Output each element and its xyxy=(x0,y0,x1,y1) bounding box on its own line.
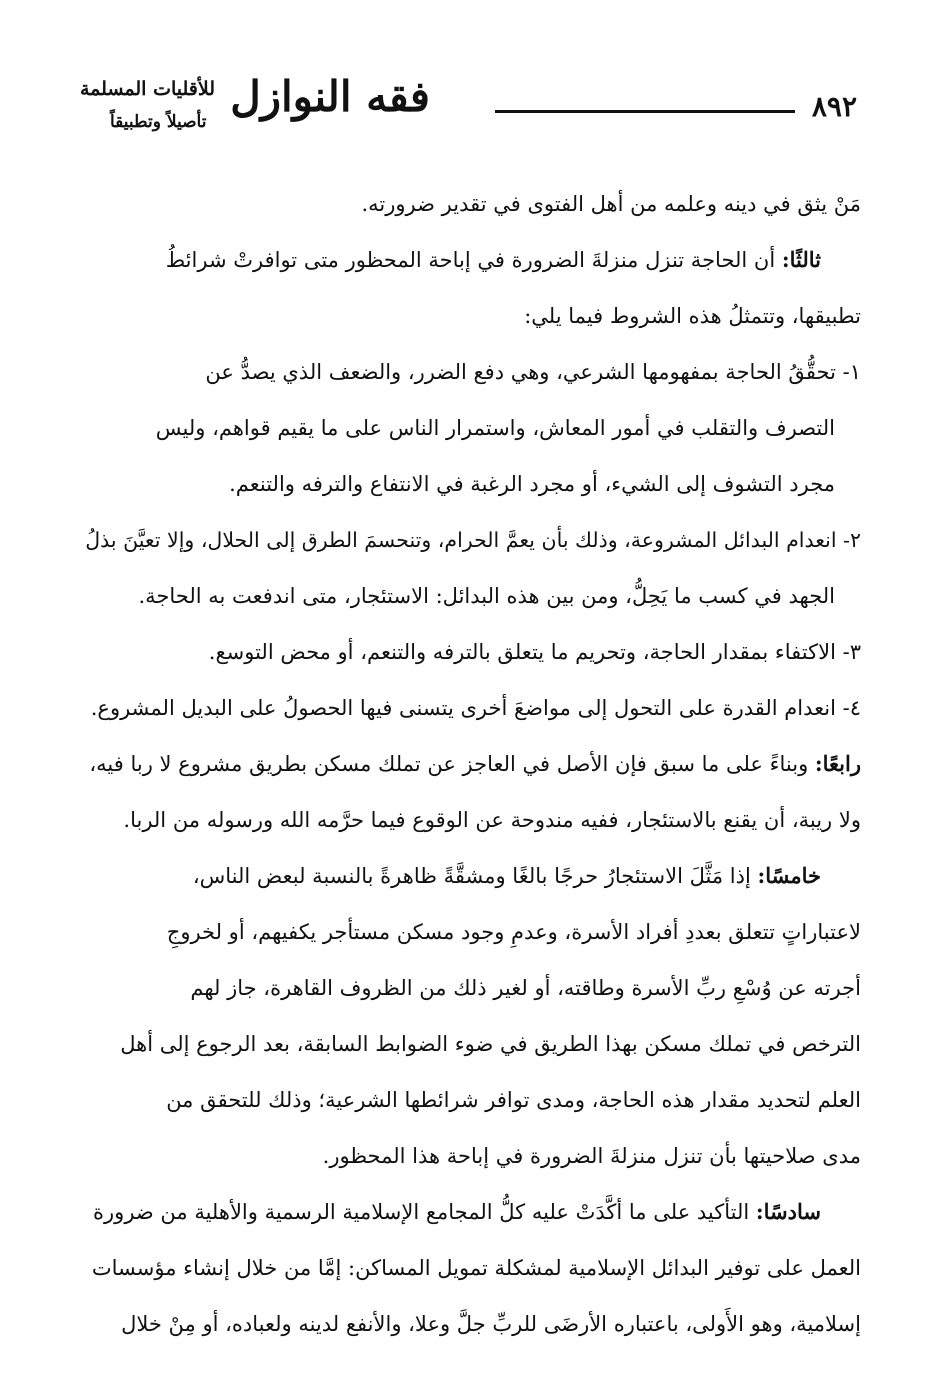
line-text: وبناءً على ما سبق فإن الأصل في العاجز عن تملك مسكن بطريق مشروع لا ربا فيه، xyxy=(89,752,815,776)
book-title-logo xyxy=(80,72,430,146)
line-text: الترخص في تملك مسكن بهذا الطريق في ضوء الضوابط السابقة، بعد الرجوع إلى أهل xyxy=(120,1032,861,1056)
text-line xyxy=(73,848,861,904)
line-text: أجرته عن وُسْعِ ربِّ الأسرة وطاقته، أو لغير ذلك من الظروف القاهرة، جاز لهم xyxy=(190,976,861,1000)
text-line xyxy=(73,1184,861,1240)
section-lead: خامسًا: xyxy=(757,863,821,888)
text-line xyxy=(73,1296,861,1352)
line-text: ١- تحقُّقُ الحاجة بمفهومها الشرعي، وهي دفع الضرر، والضعف الذي يصدُّ عن xyxy=(205,360,861,384)
text-line xyxy=(73,792,861,848)
line-text: العمل على توفير البدائل الإسلامية لمشكلة تمويل المساكن: إمَّا من خلال إنشاء مؤسسات xyxy=(91,1256,861,1280)
section-lead: سادسًا: xyxy=(755,1199,821,1224)
line-text: مجرد التشوف إلى الشيء، أو مجرد الرغبة في الانتفاع والترفه والتنعم. xyxy=(229,472,835,496)
line-text: التأكيد على ما أكَّدَتْ عليه كلُّ المجامع الإسلامية الرسمية والأهلية من ضرورة xyxy=(93,1200,756,1224)
text-line xyxy=(73,456,861,512)
text-line xyxy=(73,960,861,1016)
logo-sub-text: تأصيلاً وتطبيقاً xyxy=(110,112,207,132)
text-line xyxy=(73,400,861,456)
text-line xyxy=(73,680,861,736)
text-line xyxy=(73,1072,861,1128)
page-number: ٨٩٢ xyxy=(811,90,857,123)
text-line xyxy=(73,624,861,680)
line-text: مدى صلاحيتها بأن تنزل منزلةَ الضرورة في إباحة هذا المحظور. xyxy=(322,1144,861,1168)
header-rule xyxy=(495,110,795,113)
text-line xyxy=(73,1128,861,1184)
text-line xyxy=(73,904,861,960)
line-text: إذا مَثَّلَ الاستئجارُ حرجًا بالغًا ومشقَّةً ظاهرةً بالنسبة لبعض الناس، xyxy=(192,864,758,888)
logo-small-text: للأقليات المسلمة xyxy=(80,78,215,100)
text-line xyxy=(73,568,861,624)
line-text: الجهد في كسب ما يَحِلُّ، ومن بين هذه البدائل: الاستئجار، متى اندفعت به الحاجة. xyxy=(138,584,835,608)
line-text: ٢- انعدام البدائل المشروعة، وذلك بأن يعمَّ الحرام، وتنحسمَ الطرق إلى الحلال، وإلا تعيَّنَ بذلُ xyxy=(85,528,861,552)
line-text: ٤- انعدام القدرة على التحول إلى مواضعَ أخرى يتسنى فيها الحصولُ على البديل المشروع. xyxy=(90,696,861,720)
section-lead: ثالثًا: xyxy=(781,247,821,272)
line-text: ولا ريبة، أن يقنع بالاستئجار، ففيه مندوحة عن الوقوع فيما حرَّمه الله ورسوله من الربا. xyxy=(123,808,861,832)
page-header xyxy=(80,70,857,150)
body-text xyxy=(73,176,861,1352)
line-text: إسلامية، وهو الأَولى، باعتباره الأرضَى للربِّ جلَّ وعلا، والأنفع لدينه ولعباده، أو مِنْ خلال xyxy=(121,1312,861,1336)
text-line xyxy=(73,344,861,400)
text-line xyxy=(73,736,861,792)
text-line xyxy=(73,1240,861,1296)
text-line xyxy=(73,1016,861,1072)
section-lead: رابعًا: xyxy=(814,751,861,776)
line-text: العلم لتحديد مقدار هذه الحاجة، ومدى توافر شرائطها الشرعية؛ وذلك للتحقق من xyxy=(166,1088,861,1112)
text-line xyxy=(73,176,861,232)
text-line xyxy=(73,288,861,344)
line-text: ٣- الاكتفاء بمقدار الحاجة، وتحريم ما يتعلق بالترفه والتنعم، أو محض التوسع. xyxy=(208,640,861,664)
text-line xyxy=(73,232,861,288)
line-text: لاعتباراتٍ تتعلق بعددِ أفراد الأسرة، وعدمِ وجود مسكن مستأجر يكفيهم، أو لخروجِ xyxy=(166,920,861,944)
line-text: التصرف والتقلب في أمور المعاش، واستمرار الناس على ما يقيم قواهم، وليس xyxy=(155,416,835,440)
line-text: مَنْ يثق في دينه وعلمه من أهل الفتوى في تقدير ضرورته. xyxy=(361,192,861,216)
logo-main-text: فقه النوازل xyxy=(230,72,430,121)
line-text: تطبيقها، وتتمثلُ هذه الشروط فيما يلي: xyxy=(524,304,861,328)
text-line xyxy=(73,512,861,568)
line-text: أن الحاجة تنزل منزلةَ الضرورة في إباحة المحظور متى توافرتْ شرائطُ xyxy=(165,248,782,272)
